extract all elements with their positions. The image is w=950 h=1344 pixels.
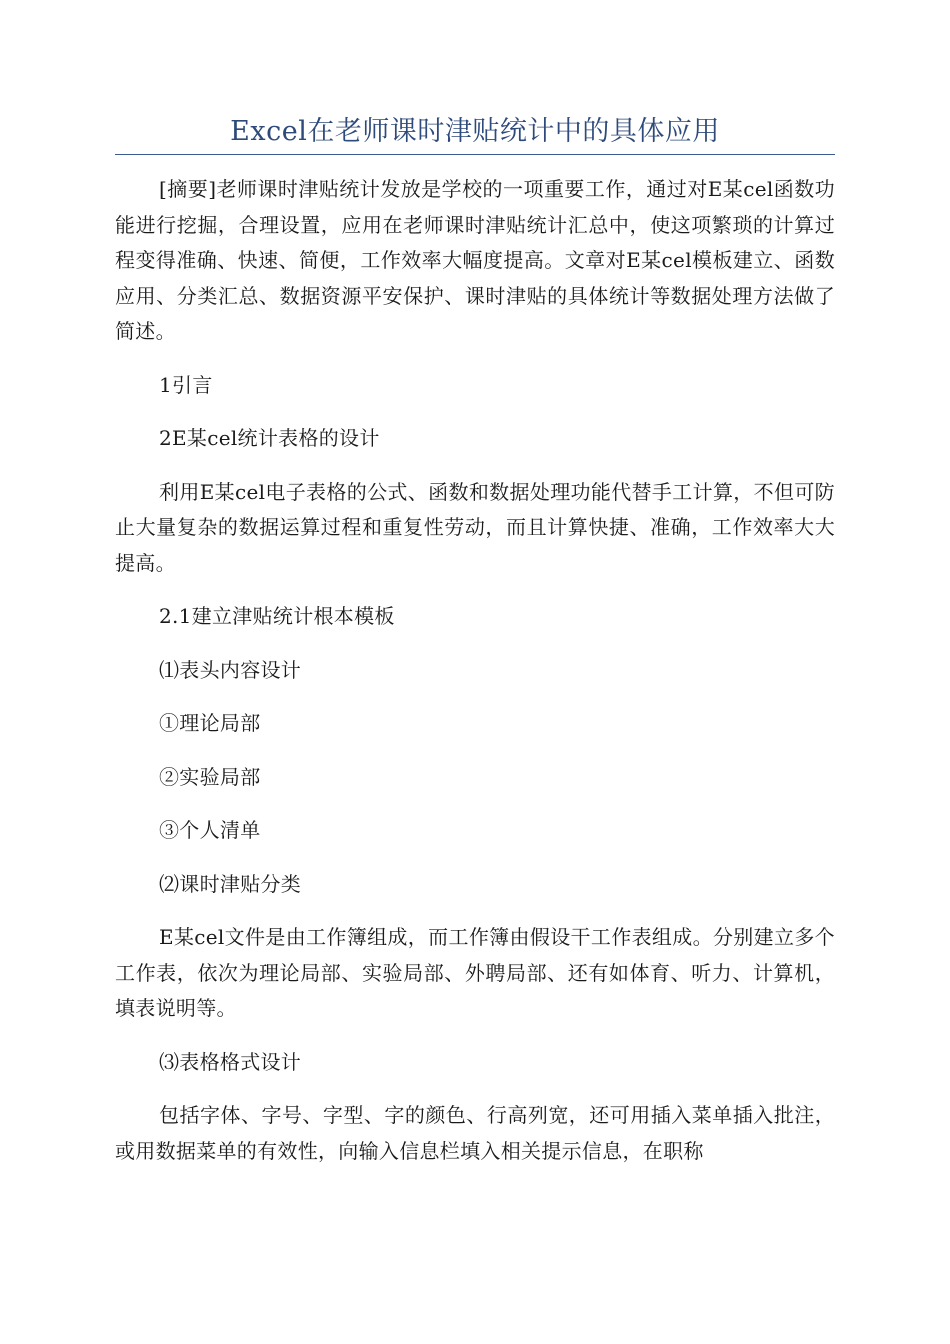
document-title: Excel在老师课时津贴统计中的具体应用	[230, 116, 720, 147]
list-item-experiment: ②实验局部	[159, 764, 261, 789]
document-body	[115, 172, 835, 1187]
title-underline	[115, 154, 835, 155]
list-item-theory: ①理论局部	[159, 711, 261, 735]
list-heading-format-design: ⑶表格格式设计	[159, 1049, 302, 1074]
section-heading-introduction: 1引言	[159, 372, 213, 397]
body-paragraph: E某cel文件是由工作簿组成，而工作簿由假设干工作表组成。分别建立多个工作表，依次为理论局部、实验局部、外聘局部、还有如体育、听力、计算机，填表说明等。	[115, 925, 835, 1020]
body-paragraph: 利用E某cel电子表格的公式、函数和数据处理功能代替手工计算，不但可防止大量复杂的数据运算过程和重复性劳动，而且计算快捷、准确，工作效率大大提高。	[115, 479, 835, 575]
list-heading-allowance-category: ⑵课时津贴分类	[159, 871, 302, 896]
list-heading-header-design: ⑴表头内容设计	[159, 657, 302, 682]
body-paragraph: 包括字体、字号、字型、字的颜色、行高列宽，还可用插入菜单插入批注，或用数据菜单的有效性，向输入信息栏填入相关提示信息，在职称	[115, 1103, 835, 1163]
list-item-personal-list: ③个人清单	[159, 818, 261, 842]
abstract-paragraph: [摘要]老师课时津贴统计发放是学校的一项重要工作，通过对E某cel函数功能进行挖掘，合理设置，应用在老师课时津贴统计汇总中，使这项繁琐的计算过程变得准确、快速、简便，工作效率大幅度提高。文章对E某cel模板建立、函数应用、分类汇总、数据资源平安保护、课时津贴的具体统计等数据处理方法做了简述。	[115, 177, 835, 343]
section-heading-table-design: 2E某cel统计表格的设计	[159, 426, 380, 450]
subsection-heading-template: 2.1建立津贴统计根本模板	[159, 604, 395, 628]
